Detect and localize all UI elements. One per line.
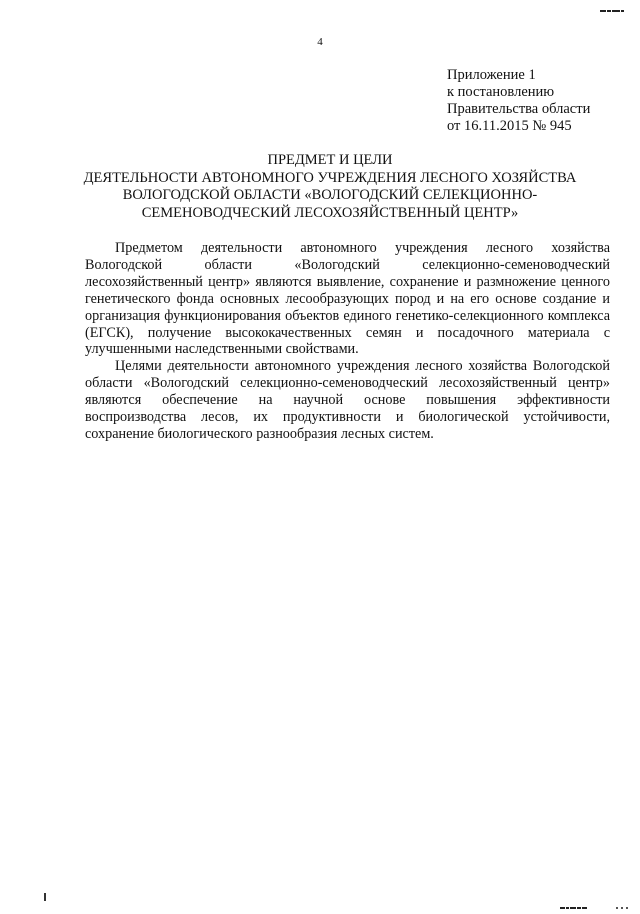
title-line-2: ДЕЯТЕЛЬНОСТИ АВТОНОМНОГО УЧРЕЖДЕНИЯ ЛЕСНОГО ХОЗЯЙСТВА <box>83 169 577 186</box>
title-line-1: ПРЕДМЕТ И ЦЕЛИ <box>267 152 393 168</box>
scan-mark-bottom-right <box>560 896 600 899</box>
appendix-line-4: от 16.11.2015 № 945 <box>447 118 572 134</box>
paragraph-goals: Целями деятельности автономного учреждения лесного хозяйства Вологодской области «Вологодский селекционно-семеноводческий лесохозяйственный центр» являются обеспечение на научной основе повышения эффективности воспроизводства лесов, их продуктивности и биологической устойчивости, сохранение биологического разнообразия лесных систем. <box>85 358 610 442</box>
scan-mark-top <box>600 2 628 10</box>
title-line-3: ВОЛОГОДСКОЙ ОБЛАСТИ «ВОЛОГОДСКИЙ СЕЛЕКЦИОННО- <box>122 187 538 203</box>
document-title <box>60 152 600 222</box>
paragraph-subject: Предметом деятельности автономного учреждения лесного хозяйства Вологодской области «Вологодский селекционно-семеноводческий лесохозяйственный центр» являются выявление, сохранение и размножение ценного генетического фонда основных лесообразующих пород и на его основе создание и организация функционирования объектов единого генетико-селекционного комплекса (ЕГСК), получение высококачественных семян и посадочного материала с улучшенными наследственными свойствами. <box>85 240 610 358</box>
appendix-block <box>447 67 590 135</box>
scan-mark-bottom-left <box>44 893 46 901</box>
scan-mark-bottom-far <box>616 896 632 899</box>
title-line-4: СЕМЕНОВОДЧЕСКИЙ ЛЕСОХОЗЯЙСТВЕННЫЙ ЦЕНТР» <box>141 204 519 221</box>
appendix-line-2: к постановлению <box>447 84 555 100</box>
body-text <box>85 240 610 443</box>
appendix-line-1: Приложение 1 <box>447 67 536 83</box>
appendix-line-3: Правительства области <box>447 101 591 117</box>
page-number: 4 <box>317 36 323 48</box>
